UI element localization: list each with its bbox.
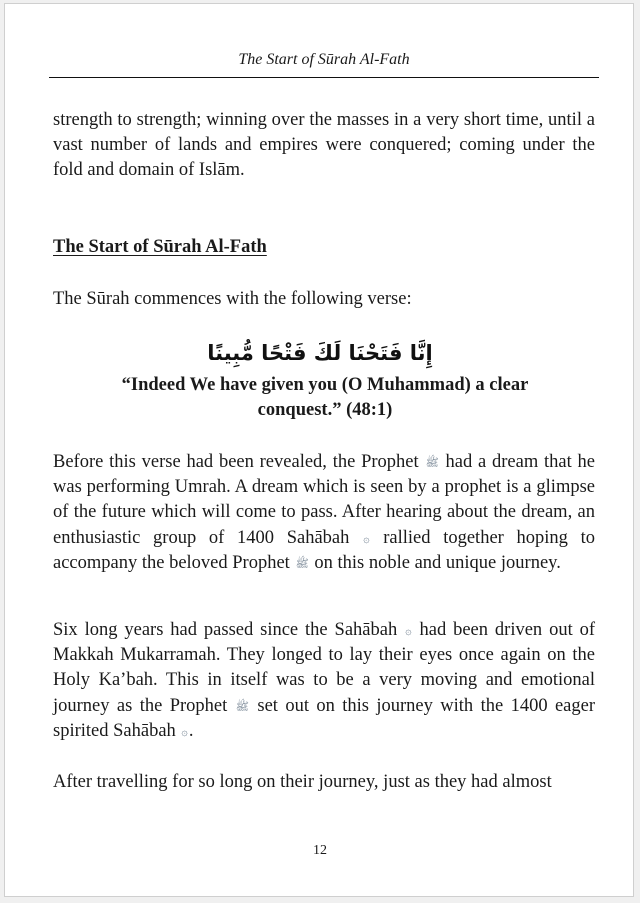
running-header: The Start of Sūrah Al-Fath: [238, 51, 410, 68]
document-page: [4, 3, 634, 897]
intro-paragraph: strength to strength; winning over the masses in a very short time, until a vast number of lands and empires were conquered; coming under the fold and domain of Islām.: [53, 110, 595, 181]
companions-salutation-icon: ۞: [405, 624, 412, 637]
paragraph-six-years: [53, 618, 595, 744]
header-rule: [49, 77, 599, 78]
paragraph-travelling: After travelling for so long on their journey, just as they had almost: [53, 772, 552, 792]
paragraph-text: on this noble and unique journey.: [314, 552, 561, 573]
salutation-icon: ﷺ: [295, 556, 309, 570]
paragraph-text: had a dream that he was performing Umrah. A dream which is seen by a prophet is a glimpse of the future which will come to pass. After hearing about the dream, an enthusiastic group of 1400 Sahābah: [53, 452, 596, 548]
verse-translation: “Indeed We have given you (O Muhammad) a clear conquest.” (48:1): [121, 375, 529, 420]
page-number: 12: [313, 843, 327, 858]
paragraph-text: had been driven out of Makkah Mukarramah. They longed to lay their eyes once again on the Holy Ka’bah. This in itself was to be a very moving and emotional journey as the Prophet: [53, 620, 596, 716]
salutation-icon: ﷺ: [425, 456, 439, 469]
paragraph-dream: [53, 450, 595, 576]
arabic-verse: إِنَّا فَتَحْنَا لَكَ فَتْحًا مُّبِينًا: [207, 341, 433, 365]
paragraph-text: rallied together hoping to accompany the beloved Prophet: [53, 527, 595, 573]
paragraph-text: Six long years had passed since the Sahābah: [53, 620, 398, 640]
paragraph-text: Before this verse had been revealed, the Prophet: [53, 452, 419, 472]
companions-salutation-icon: ۞: [363, 531, 370, 545]
salutation-icon: ﷺ: [235, 699, 249, 713]
paragraph-text: .: [188, 720, 194, 741]
paragraph-text: set out on this journey with the 1400 eager spirited Sahābah: [53, 695, 596, 741]
verse-intro: The Sūrah commences with the following verse:: [53, 289, 412, 309]
companions-salutation-icon: ۞: [181, 724, 188, 738]
section-heading: The Start of Sūrah Al-Fath: [53, 237, 267, 257]
